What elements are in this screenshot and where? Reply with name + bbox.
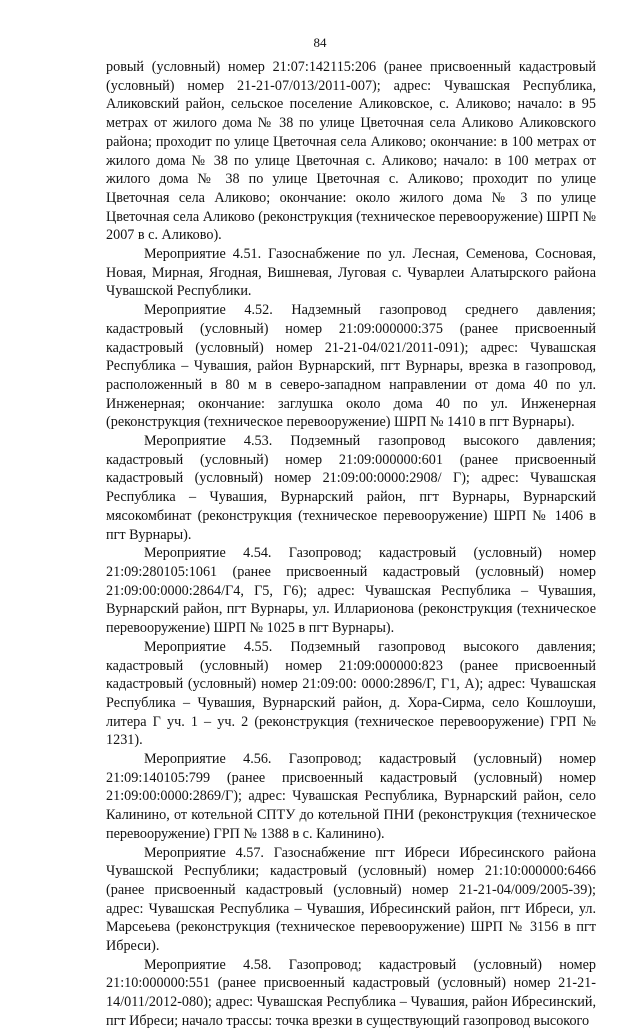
paragraph-measure-4-52: Мероприятие 4.52. Надземный газопровод среднего давления; кадастровый (условный) номер 21:09:000000:375 (ранее присвоенный кадастровый (условный) номер 21-21-04/021/2011-091); адрес: Чувашская Республика – Чувашия, район Вурнарский, пгт Вурнары, врезка в газопровод, расположенный в 80 м в северо-западном направлении от дома 40 по ул. Инженерная; окончание: заглушка около дома 40 по ул. Инженерная (реконструкция (техническое перевооружение) ШРП № 1410 в пгт Вурнары).	[106, 302, 596, 431]
page-number: 84	[313, 35, 327, 50]
paragraph-measure-4-53: Мероприятие 4.53. Подземный газопровод высокого давления; кадастровый (условный) номер 21:09:000000:601 (ранее присвоенный кадастровый (условный) номер 21:09:00:0000:2908/ Г); адрес: Чувашская Республика – Чувашия, Вурнарский район, пгт Вурнары, Вурнарский мясокомбинат (реконструкция (техническое перевооружение) ШРП № 1406 в пгт Вурнары).	[106, 433, 596, 543]
paragraph-measure-4-57: Мероприятие 4.57. Газоснабжение пгт Ибреси Ибресинского района Чувашской Республики; кадастровый (условный) номер 21:10:000000:6466 (ранее присвоенный кадастровый (условный) номер 21-21-04/009/2005-39); адрес: Чувашская Республика – Чувашия, Ибресинский район, пгт Ибреси, ул. Марсеьева (реконструкция (техническое перевооружение) ШРП № 3156 в пгт Ибреси).	[106, 844, 596, 955]
paragraph-measure-4-51: Мероприятие 4.51. Газоснабжение по ул. Лесная, Семенова, Сосновая, Новая, Мирная, Ягодная, Вишневая, Луговая с. Чуварлеи Алатырского района Чувашской Республики.	[106, 246, 596, 300]
document-body	[106, 58, 596, 1031]
paragraph-measure-4-56: Мероприятие 4.56. Газопровод; кадастровый (условный) номер 21:09:140105:799 (ранее присвоенный кадастровый (условный) номер 21:09:00:0000:2869/Г); адрес: Чувашская Республика, Вурнарский район, село Калинино, от котельной СПТУ до котельной ПНИ (реконструкция (техническое перевооружение) ГРП № 1388 в с. Калинино).	[106, 751, 596, 842]
paragraph-measure-4-55: Мероприятие 4.55. Подземный газопровод высокого давления; кадастровый (условный) номер 21:09:000000:823 (ранее присвоенный кадастровый (условный) номер 21:09:00: 0000:2896/Г, Г1, А); адрес: Чувашская Республика – Чувашия, Вурнарский район, д. Хора-Сирма, село Кошлоуши, литера Г уч. 1 – уч. 2 (реконструкция (техническое перевооружение) ГРП № 1231).	[106, 638, 596, 749]
paragraph-measure-4-58: Мероприятие 4.58. Газопровод; кадастровый (условный) номер 21:10:000000:551 (ранее присвоенный кадастровый (условный) номер 21-21-14/011/2012-080); адрес: Чувашская Республика – Чувашия, район Ибресинский, пгт Ибреси; начало трассы: точка врезки в существующий газопровод высокого	[106, 956, 596, 1029]
paragraph-continuation: ровый (условный) номер 21:07:142115:206 (ранее присвоенный кадастровый (условный) номер 21-21-07/013/2011-007); адрес: Чувашская Республика, Аликовский район, сельское поселение Аликовское, с. Аликово; начало: в 95 метрах от жилого дома № 38 по улице Цветочная села Аликово Аликовского района; проходит по улице Цветочная села Аликово; окончание: в 100 метрах от жилого дома № 38 по улице Цветочная с. Аликово; начало: в 100 метрах от жилого дома № 38 по улице Цветочная с. Аликово; проходит по улице Цветочная села Аликово; окончание: около жилого дома № 3 по улице Цветочная села Аликово (реконструкция (техническое перевооружение) ШРП № 2007 в с. Аликово).	[106, 59, 596, 244]
paragraph-measure-4-54: Мероприятие 4.54. Газопровод; кадастровый (условный) номер 21:09:280105:1061 (ранее присвоенный кадастровый (условный) номер 21:09:00:0000:2864/Г4, Г5, Г6); адрес: Чувашская Республика – Чувашия, Вурнарский район, пгт Вурнары, ул. Илларионова (реконструкция (техническое перевооружение) ШРП № 1025 в пгт Вурнары).	[106, 545, 596, 637]
